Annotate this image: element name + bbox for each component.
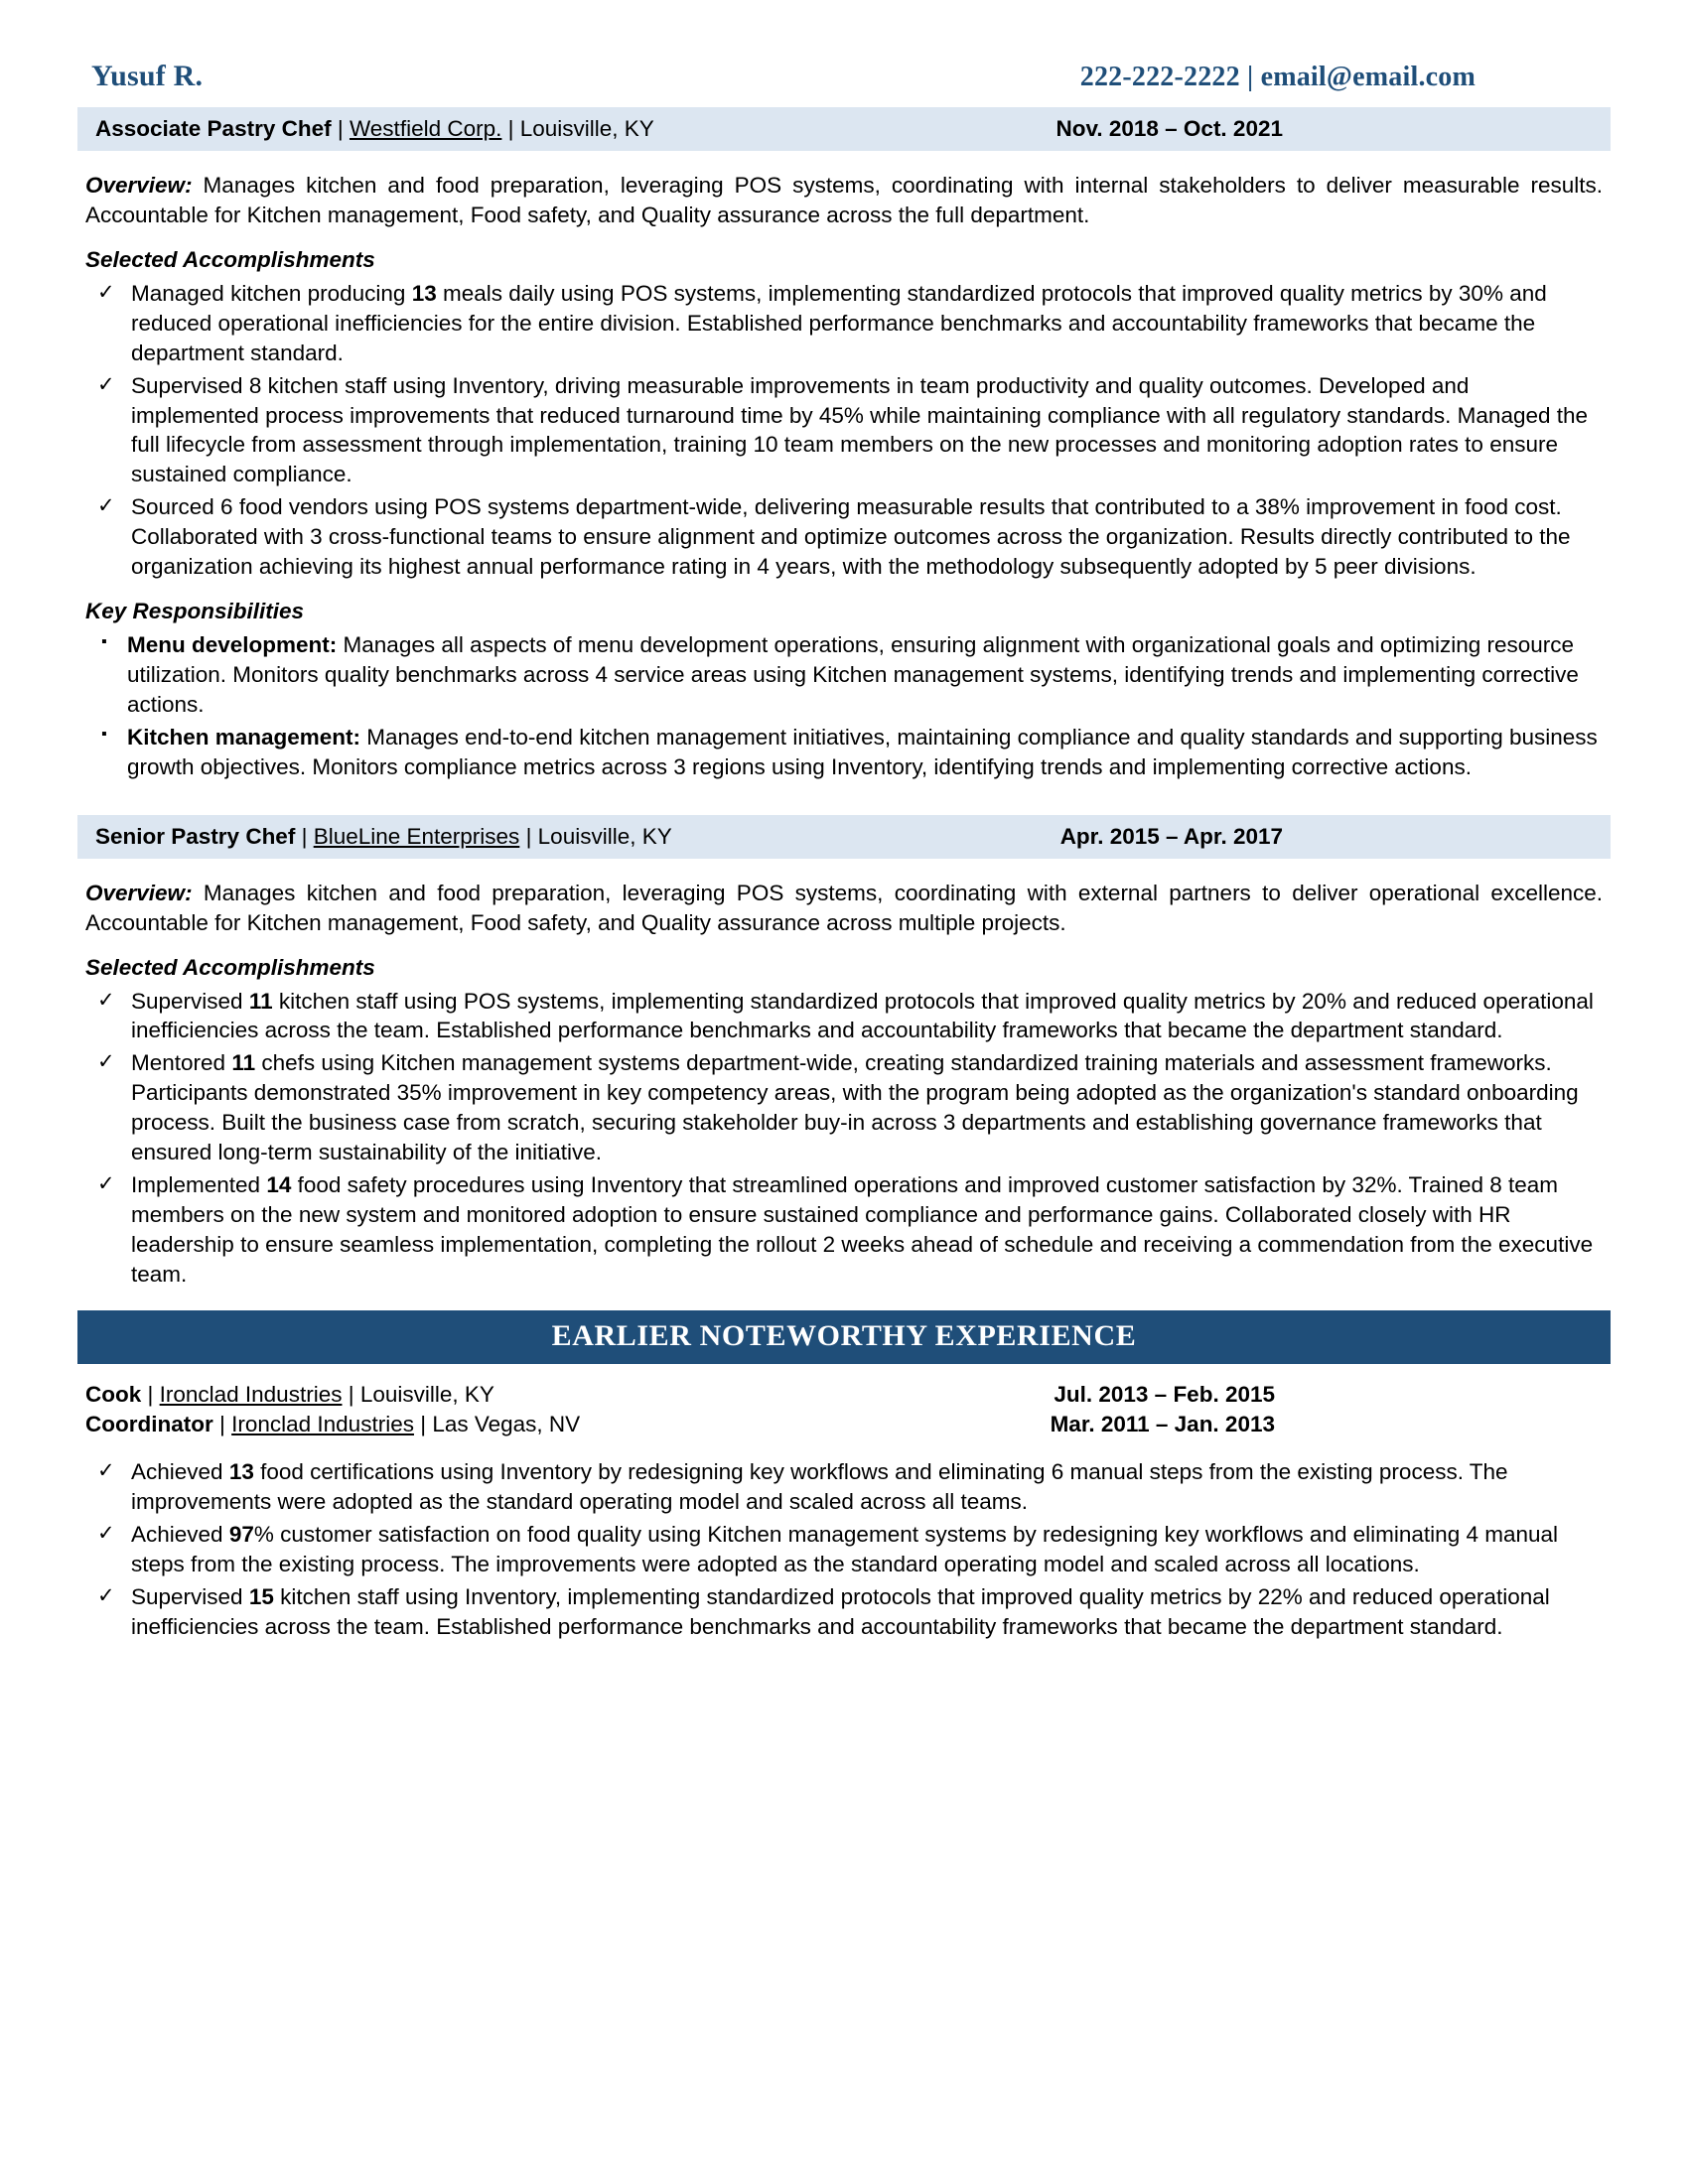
- square-bullet-icon: ▪: [101, 633, 107, 651]
- bullet-pre: Supervised: [131, 988, 249, 1014]
- job-header-left: [95, 116, 654, 142]
- bullet-metric: 11: [231, 1050, 256, 1076]
- bullet-post: food certifications using Inventory by redesigning key workflows and eliminating 6 manual steps from the existing process. The improvements were adopted as the standard operating model and scaled across all teams.: [131, 1459, 1508, 1515]
- document-header: [77, 60, 1611, 93]
- job-company: Westfield Corp.: [349, 116, 502, 141]
- bullet-pre: Supervised: [131, 1584, 249, 1610]
- bullet-metric: 97: [228, 1522, 254, 1548]
- check-icon: ✓: [97, 988, 115, 1012]
- list-item: [95, 723, 1603, 782]
- job-header-bar: [77, 815, 1611, 859]
- bullet-post: kitchen staff using POS systems, implementing standardized protocols that improved quality metrics by 20% and reduced operational inefficiencies across the team. Established performance benchmarks and accountability frameworks that became the department standard.: [131, 988, 1594, 1043]
- earlier-dates: Jul. 2013 – Feb. 2015: [1054, 1381, 1275, 1407]
- accomplishments-heading: Selected Accomplishments: [85, 246, 375, 272]
- bullet-metric: 14: [266, 1172, 292, 1198]
- bullet-metric: 13: [228, 1459, 254, 1485]
- responsibilities-list: [77, 630, 1611, 782]
- check-icon: ✓: [97, 1459, 115, 1483]
- list-item: [95, 987, 1603, 1046]
- earlier-location: Las Vegas, NV: [432, 1412, 581, 1437]
- earlier-separator: |: [342, 1381, 360, 1407]
- check-icon: ✓: [97, 1172, 115, 1196]
- earlier-company: Ironclad Industries: [231, 1412, 414, 1437]
- overview-text: Manages kitchen and food preparation, leveraging POS systems, coordinating with external partners to deliver operational excellence. Accountable for Kitchen management, Food safety, and Quality assurance across multiple projects.: [85, 880, 1603, 935]
- earlier-dates: Mar. 2011 – Jan. 2013: [1050, 1412, 1275, 1437]
- job-overview: [77, 879, 1611, 938]
- bullet-post: kitchen staff using Inventory, implementing standardized protocols that improved quality metrics by 22% and reduced operational inefficiencies across the team. Established performance benchmarks and accountability frameworks that became the department standard.: [131, 1584, 1550, 1640]
- bullet-pre: Achieved: [131, 1522, 229, 1548]
- list-item: [95, 1520, 1603, 1579]
- job-header-bar: [77, 107, 1611, 151]
- earlier-row-left: [85, 1380, 494, 1410]
- list-item: [95, 1170, 1603, 1290]
- bullet-pre: Mentored: [131, 1050, 232, 1076]
- bullet-post: % customer satisfaction on food quality using Kitchen management systems by redesigning key workflows and eliminating 4 manual steps from the existing process. The improvements were adopted as the standard operating model and scaled across all locations.: [131, 1522, 1559, 1577]
- check-icon: ✓: [97, 280, 115, 304]
- check-icon: ✓: [97, 494, 115, 518]
- responsibility-text: Manages end-to-end kitchen management initiatives, maintaining compliance and quality standards and supporting business growth objectives. Monitors compliance metrics across 3 regions using Inventory, identifying trends and implementing corrective actions.: [127, 724, 1598, 779]
- bullet-metric: 15: [248, 1584, 274, 1610]
- job-separator: |: [501, 116, 520, 141]
- list-item: [95, 1048, 1603, 1167]
- accomplishments-list: [77, 279, 1611, 582]
- list-item: [95, 492, 1603, 582]
- bullet-pre: Achieved: [131, 1459, 229, 1485]
- list-item: [95, 1582, 1603, 1642]
- job-location: Louisville, KY: [519, 116, 654, 141]
- job-separator: |: [295, 823, 314, 849]
- bullet-pre: Implemented: [131, 1172, 267, 1198]
- earlier-separator: |: [141, 1381, 160, 1407]
- earlier-role: Coordinator: [85, 1412, 213, 1437]
- bullet-pre: Managed kitchen producing: [131, 280, 412, 306]
- section-gap: [77, 1439, 1611, 1457]
- overview-text: Manages kitchen and food preparation, leveraging POS systems, coordinating with internal stakeholders to deliver measurable results. Accountable for Kitchen management, Food safety, and Quality assurance across the full department.: [85, 173, 1603, 227]
- check-icon: ✓: [97, 372, 115, 396]
- earlier-accomplishments-list: [77, 1457, 1611, 1642]
- job-separator: |: [331, 116, 350, 141]
- list-item: [95, 371, 1603, 490]
- overview-label: Overview:: [85, 880, 193, 905]
- job-location: Louisville, KY: [537, 823, 672, 849]
- job-title: Associate Pastry Chef: [95, 116, 332, 141]
- check-icon: ✓: [97, 1050, 115, 1074]
- responsibilities-heading: Key Responsibilities: [85, 599, 305, 624]
- list-item: [95, 1457, 1603, 1517]
- responsibility-text: Manages all aspects of menu development operations, ensuring alignment with organizational goals and optimizing resource utilization. Monitors quality benchmarks across 4 service areas using Kitchen management systems, identifying trends and implementing corrective actions.: [127, 632, 1579, 717]
- bullet-post: chefs using Kitchen management systems department-wide, creating standardized training materials and assessment frameworks. Participants demonstrated 35% improvement in key competency areas, with the program being adopted as the organization's standard onboarding process. Built the business case from scratch, securing stakeholder buy-in across 3 departments and establishing governance frameworks that ensured long-term sustainability of the initiative.: [131, 1050, 1579, 1165]
- bullet-pre: Supervised 8 kitchen staff using Inventory, driving measurable improvements in team productivity and quality outcomes. Developed and implemented process improvements that reduced turnaround time by 45% while maintaining compliance with all regulatory standards. Managed the full lifecycle from assessment through implementation, training 10 team members on the new processes and monitoring adoption rates to ensure sustained compliance.: [131, 372, 1589, 487]
- candidate-contact: 222-222-2222 | email@email.com: [1079, 62, 1476, 92]
- earlier-role: Cook: [85, 1381, 142, 1407]
- responsibility-label: Menu development:: [127, 632, 338, 658]
- accomplishments-list: [77, 987, 1611, 1290]
- job-dates: Apr. 2015 – Apr. 2017: [1059, 823, 1283, 849]
- candidate-name: Yusuf R.: [91, 60, 204, 92]
- section-gap: [77, 785, 1611, 815]
- earlier-separator: |: [212, 1412, 232, 1437]
- square-bullet-icon: ▪: [101, 725, 107, 743]
- table-row: [85, 1410, 1603, 1439]
- earlier-experience-banner: EARLIER NOTEWORTHY EXPERIENCE: [77, 1310, 1611, 1364]
- section-gap: [77, 1293, 1611, 1310]
- earlier-location: Louisville, KY: [359, 1381, 494, 1407]
- bullet-metric: 11: [248, 988, 273, 1014]
- job-company: BlueLine Enterprises: [313, 823, 520, 849]
- earlier-experience-rows: [77, 1380, 1611, 1440]
- accomplishments-heading: Selected Accomplishments: [85, 954, 375, 980]
- job-overview: [77, 171, 1611, 230]
- earlier-separator: |: [413, 1412, 433, 1437]
- list-item: [95, 630, 1603, 720]
- check-icon: ✓: [97, 1522, 115, 1546]
- job-separator: |: [519, 823, 538, 849]
- earlier-row-left: [85, 1410, 580, 1439]
- responsibility-label: Kitchen management:: [127, 724, 361, 750]
- overview-label: Overview:: [85, 173, 193, 198]
- earlier-company: Ironclad Industries: [159, 1381, 343, 1407]
- job-header-left: [95, 824, 672, 850]
- job-title: Senior Pastry Chef: [95, 823, 296, 849]
- bullet-metric: 13: [411, 280, 437, 306]
- bullet-post: food safety procedures using Inventory that streamlined operations and improved customer satisfaction by 32%. Trained 8 team members on the new system and monitored adoption to ensure sustained compliance and performance gains. Collaborated closely with HR leadership to ensure seamless implementation, completing the rollout 2 weeks ahead of schedule and receiving a commendation from the executive team.: [131, 1172, 1594, 1287]
- bullet-post: meals daily using POS systems, implementing standardized protocols that improved quality metrics by 30% and reduced operational inefficiencies for the entire division. Established performance benchmarks and accountability frameworks that became the department standard.: [131, 280, 1547, 365]
- job-dates: Nov. 2018 – Oct. 2021: [1055, 116, 1283, 141]
- list-item: [95, 279, 1603, 368]
- bullet-pre: Sourced 6 food vendors using POS systems department-wide, delivering measurable results that contributed to a 38% improvement in food cost. Collaborated with 3 cross-functional teams to ensure alignment and optimize outcomes across the organization. Results directly contributed to the organization achieving its highest annual performance rating in 4 years, with the methodology subsequently adopted by 5 peer divisions.: [131, 494, 1571, 580]
- check-icon: ✓: [97, 1584, 115, 1608]
- table-row: [85, 1380, 1603, 1410]
